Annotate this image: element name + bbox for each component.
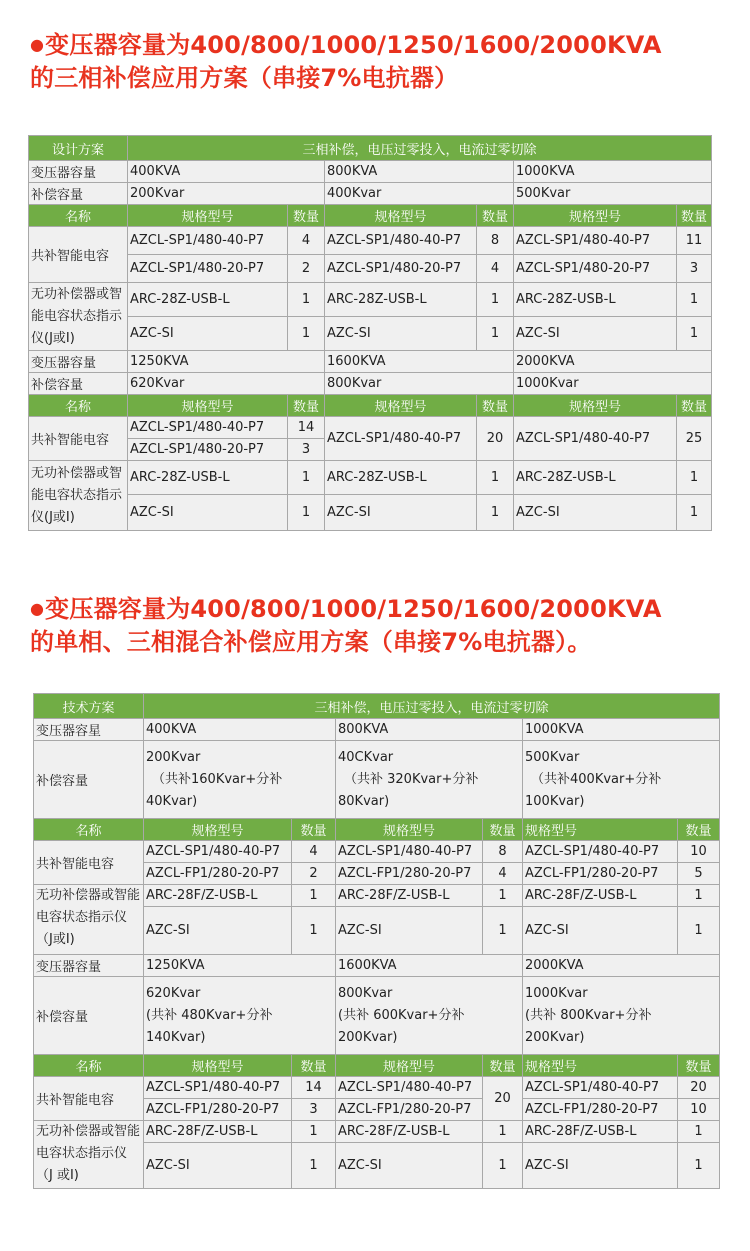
comp-total: 500Kvar — [525, 749, 580, 765]
col-qty: 数量 — [288, 205, 325, 227]
table-row — [34, 955, 720, 977]
table-cell: 400KVA — [128, 161, 325, 183]
table-cell: 400Kvar — [325, 183, 514, 205]
table-cell: 200Kvar — [128, 183, 325, 205]
table-cell: AZCL-SP1/480-40-P7 — [144, 1077, 292, 1099]
table-cell: AZCL-SP1/480-40-P7 — [144, 841, 292, 863]
table-cell: AZCL-FP1/280-20-P7 — [336, 863, 483, 885]
col-qty: 数量 — [483, 819, 523, 841]
table-cell: 5 — [678, 863, 720, 885]
table-cell: AZCL-SP1/480-40-P7 — [523, 1077, 678, 1099]
comp-detail: (共补 480Kvar+分补 — [146, 1007, 273, 1023]
table-cell: 8 — [483, 841, 523, 863]
col-qty: 数量 — [677, 205, 712, 227]
table-cell: 8 — [477, 227, 514, 255]
table-cell: 20 — [678, 1077, 720, 1099]
table-cell: 1 — [477, 317, 514, 351]
co-compensation-label: 共补智能电容 — [29, 417, 128, 461]
col-model: 规格型号 — [523, 1055, 678, 1077]
table-cell — [523, 977, 720, 1055]
table-cell: 2000KVA — [523, 955, 720, 977]
col-qty: 数量 — [678, 819, 720, 841]
table-cell — [336, 977, 523, 1055]
co-compensation-label: 共补智能电容 — [34, 841, 144, 885]
table-cell: ARC-28Z-USB-L — [325, 461, 477, 495]
table-cell: 1250KVA — [128, 351, 325, 373]
table-cell: 1 — [288, 461, 325, 495]
table-cell: ARC-28F/Z-USB-L — [523, 885, 678, 907]
section1-title-line2: 的三相补偿应用方案（串接7%电抗器） — [30, 64, 459, 92]
col-qty: 数量 — [292, 1055, 336, 1077]
table-cell: 10 — [678, 1099, 720, 1121]
table-cell: 1600KVA — [336, 955, 523, 977]
column-header-row — [29, 205, 712, 227]
section2-title-line1: ●变压器容量为400/800/1000/1250/1600/2000KVA — [30, 595, 662, 623]
table-cell: 1 — [288, 317, 325, 351]
comp-detail: 100Kvar) — [525, 793, 585, 809]
table-cell: 10 — [678, 841, 720, 863]
table-cell: 4 — [292, 841, 336, 863]
comp-detail: 140Kvar) — [146, 1029, 206, 1045]
table-cell: 14 — [292, 1077, 336, 1099]
compensation-label: 补偿容量 — [34, 741, 144, 819]
table-cell: AZCL-FP1/280-20-P7 — [336, 1099, 483, 1121]
table-cell: 1250KVA — [144, 955, 336, 977]
comp-total: 40CKvar — [338, 749, 394, 765]
bullet-dot-icon: ● — [30, 599, 45, 618]
col-qty: 数量 — [477, 395, 514, 417]
table-row — [29, 161, 712, 183]
col-model: 规格型号 — [514, 395, 677, 417]
comp-detail: (共补 600Kvar+分补 — [338, 1007, 465, 1023]
table-cell: 1 — [477, 461, 514, 495]
table-row — [34, 841, 720, 863]
col-model: 规格型号 — [336, 819, 483, 841]
table-cell — [144, 977, 336, 1055]
table-cell: 1 — [483, 1143, 523, 1189]
capacity-label: 变压器容量 — [34, 955, 144, 977]
section1-title-line1: ●变压器容量为400/800/1000/1250/1600/2000KVA — [30, 31, 662, 59]
table-cell: AZCL-FP1/280-20-P7 — [523, 863, 678, 885]
table-cell: 1 — [292, 907, 336, 955]
mixed-phase-scheme-table — [33, 693, 720, 1189]
header-label: 设计方案 — [29, 136, 128, 161]
header-description: 三相补偿，电压过零投入，电流过零切除 — [128, 136, 712, 161]
table-cell: AZC-SI — [325, 317, 477, 351]
bullet-dot-icon: ● — [30, 35, 45, 54]
table-cell: AZCL-SP1/480-20-P7 — [128, 255, 288, 283]
table-cell: AZCL-SP1/480-40-P7 — [514, 227, 677, 255]
table-cell: 400KVA — [144, 719, 336, 741]
col-model: 规格型号 — [325, 205, 477, 227]
indicator-label: 无功补偿器或智能电容状态指示仪(J或I) — [29, 283, 128, 351]
table-cell: 1 — [677, 495, 712, 531]
col-qty: 数量 — [292, 819, 336, 841]
table-cell: 1 — [677, 283, 712, 317]
table-cell: AZCL-FP1/280-20-P7 — [144, 863, 292, 885]
table-cell: 1600KVA — [325, 351, 514, 373]
table-cell — [336, 741, 523, 819]
table-cell: ARC-28Z-USB-L — [514, 461, 677, 495]
col-name: 名称 — [34, 819, 144, 841]
col-name: 名称 — [29, 205, 128, 227]
section2-heading — [30, 592, 662, 659]
table-row — [29, 255, 712, 283]
comp-detail: 200Kvar) — [525, 1029, 585, 1045]
column-header-row — [34, 819, 720, 841]
table-cell: ARC-28Z-USB-L — [514, 283, 677, 317]
table-cell: 4 — [477, 255, 514, 283]
table-row — [34, 741, 720, 819]
col-model: 规格型号 — [128, 395, 288, 417]
capacity-label: 变压器容星 — [34, 719, 144, 741]
table-row — [29, 183, 712, 205]
capacity-label: 变压器容量 — [29, 161, 128, 183]
table-cell: ARC-28F/Z-USB-L — [523, 1121, 678, 1143]
table-cell: 1 — [292, 1121, 336, 1143]
table-row — [29, 317, 712, 351]
table-row — [34, 885, 720, 907]
comp-total: 800Kvar — [338, 985, 393, 1001]
table-cell: AZCL-SP1/480-40-P7 — [325, 227, 477, 255]
table-cell: 3 — [288, 439, 325, 461]
comp-detail: 40Kvar) — [146, 793, 198, 809]
table-row — [34, 1077, 720, 1099]
col-model: 规格型号 — [325, 395, 477, 417]
table-cell: AZCL-SP1/480-40-P7 — [325, 417, 477, 461]
comp-detail: （共补160Kvar+分补 — [152, 771, 283, 787]
table-header-row — [34, 694, 720, 719]
col-model: 规格型号 — [514, 205, 677, 227]
table-cell: 1 — [477, 495, 514, 531]
table-cell: 3 — [677, 255, 712, 283]
table-row — [29, 417, 712, 439]
indicator-label: 无功补偿器或智能电容状态指示仪（J或I) — [34, 885, 144, 955]
table-cell: 800KVA — [336, 719, 523, 741]
table-cell: AZC-SI — [336, 907, 483, 955]
table-cell: 1 — [483, 907, 523, 955]
table-cell: 1 — [678, 885, 720, 907]
col-qty: 数量 — [477, 205, 514, 227]
table-cell: 20 — [477, 417, 514, 461]
table-cell: 1 — [678, 1121, 720, 1143]
table-cell: AZC-SI — [523, 907, 678, 955]
table-cell: ARC-28F/Z-USB-L — [336, 885, 483, 907]
table-cell: 20 — [483, 1077, 523, 1121]
column-header-row — [29, 395, 712, 417]
comp-total: 200Kvar — [146, 749, 201, 765]
table-row — [29, 227, 712, 255]
col-qty: 数量 — [677, 395, 712, 417]
table-cell: ARC-28F/Z-USB-L — [336, 1121, 483, 1143]
comp-detail: （共补400Kvar+分补 — [531, 771, 662, 787]
table-cell: 25 — [677, 417, 712, 461]
table-cell: 1000KVA — [523, 719, 720, 741]
table-cell: AZCL-SP1/480-40-P7 — [128, 417, 288, 439]
table-cell: AZC-SI — [144, 907, 292, 955]
col-model: 规格型号 — [336, 1055, 483, 1077]
table-cell: AZCL-SP1/480-20-P7 — [128, 439, 288, 461]
table-cell: AZCL-SP1/480-20-P7 — [325, 255, 477, 283]
comp-detail: (共补 800Kvar+分补 — [525, 1007, 652, 1023]
compensation-label: 补偿容量 — [34, 977, 144, 1055]
table-cell: AZCL-FP1/280-20-P7 — [144, 1099, 292, 1121]
section1-heading — [30, 28, 662, 95]
table-cell: 1 — [483, 1121, 523, 1143]
col-model: 规格型号 — [128, 205, 288, 227]
table-cell — [144, 741, 336, 819]
table-row — [29, 373, 712, 395]
table-cell: AZCL-SP1/480-40-P7 — [523, 841, 678, 863]
table-row — [34, 977, 720, 1055]
table-row — [29, 283, 712, 317]
three-phase-scheme-table — [28, 135, 712, 531]
table-cell: 1 — [483, 885, 523, 907]
col-name: 名称 — [29, 395, 128, 417]
comp-detail: 80Kvar) — [338, 793, 390, 809]
table-cell: AZCL-SP1/480-40-P7 — [336, 841, 483, 863]
table-cell: 1 — [477, 283, 514, 317]
comp-detail: 200Kvar) — [338, 1029, 398, 1045]
table-cell: AZCL-FP1/280-20-P7 — [523, 1099, 678, 1121]
table-cell: 1 — [678, 1143, 720, 1189]
table-cell: AZC-SI — [144, 1143, 292, 1189]
table-cell: 1 — [292, 885, 336, 907]
indicator-label: 无功补偿器或智能电容状态指示仪（J 或I) — [34, 1121, 144, 1189]
table-cell: 1 — [678, 907, 720, 955]
table-cell: AZC-SI — [514, 317, 677, 351]
col-qty: 数量 — [483, 1055, 523, 1077]
table-cell: AZC-SI — [514, 495, 677, 531]
table-cell: 2000KVA — [514, 351, 712, 373]
header-description: 三相补偿，电压过零投入，电流过零切除 — [144, 694, 720, 719]
table-cell: 4 — [483, 863, 523, 885]
table-cell: 3 — [292, 1099, 336, 1121]
table-cell: AZC-SI — [128, 495, 288, 531]
table-cell: ARC-28Z-USB-L — [128, 461, 288, 495]
compensation-label: 补偿容量 — [29, 373, 128, 395]
comp-total: 620Kvar — [146, 985, 201, 1001]
table-row — [34, 719, 720, 741]
header-label: 技术方案 — [34, 694, 144, 719]
table-cell: AZC-SI — [336, 1143, 483, 1189]
comp-detail: （共补 320Kvar+分补 — [344, 771, 479, 787]
compensation-label: 补偿容量 — [29, 183, 128, 205]
comp-total: 1000Kvar — [525, 985, 588, 1001]
column-header-row — [34, 1055, 720, 1077]
col-qty: 数量 — [678, 1055, 720, 1077]
table-cell: 500Kvar — [514, 183, 712, 205]
table-cell: ARC-28Z-USB-L — [325, 283, 477, 317]
table-cell: 1 — [292, 1143, 336, 1189]
table-cell: 4 — [288, 227, 325, 255]
table-cell: ARC-28F/Z-USB-L — [144, 1121, 292, 1143]
table-cell: AZC-SI — [523, 1143, 678, 1189]
table-cell: 1000Kvar — [514, 373, 712, 395]
table-cell — [523, 741, 720, 819]
table-row — [29, 495, 712, 531]
table-cell: 2 — [288, 255, 325, 283]
table-cell: 620Kvar — [128, 373, 325, 395]
co-compensation-label: 共补智能电容 — [34, 1077, 144, 1121]
col-model: 规格型号 — [144, 819, 292, 841]
table-cell: AZCL-SP1/480-40-P7 — [336, 1077, 483, 1099]
table-cell: 800KVA — [325, 161, 514, 183]
table-cell: AZC-SI — [325, 495, 477, 531]
table-cell: 1 — [677, 461, 712, 495]
section2-title-line2: 的单相、三相混合补偿应用方案（串接7%电抗器）。 — [30, 628, 592, 656]
table-cell: 800Kvar — [325, 373, 514, 395]
table-cell: 11 — [677, 227, 712, 255]
table-cell: 1 — [288, 495, 325, 531]
table-cell: AZC-SI — [128, 317, 288, 351]
co-compensation-label: 共补智能电容 — [29, 227, 128, 283]
table-row — [29, 351, 712, 373]
table-cell: AZCL-SP1/480-20-P7 — [514, 255, 677, 283]
capacity-label: 变压器容量 — [29, 351, 128, 373]
table-cell: 2 — [292, 863, 336, 885]
col-model: 规格型号 — [523, 819, 678, 841]
table-cell: 1000KVA — [514, 161, 712, 183]
col-qty: 数量 — [288, 395, 325, 417]
table-header-row — [29, 136, 712, 161]
table-cell: AZCL-SP1/480-40-P7 — [514, 417, 677, 461]
table-row — [34, 1121, 720, 1143]
table-row — [29, 461, 712, 495]
table-cell: 14 — [288, 417, 325, 439]
col-model: 规格型号 — [144, 1055, 292, 1077]
table-cell: 1 — [288, 283, 325, 317]
table-cell: AZCL-SP1/480-40-P7 — [128, 227, 288, 255]
table-cell: 1 — [677, 317, 712, 351]
table-cell: ARC-28F/Z-USB-L — [144, 885, 292, 907]
indicator-label: 无功补偿器或智能电容状态指示仪(J或I) — [29, 461, 128, 531]
table-cell: ARC-28Z-USB-L — [128, 283, 288, 317]
col-name: 名称 — [34, 1055, 144, 1077]
